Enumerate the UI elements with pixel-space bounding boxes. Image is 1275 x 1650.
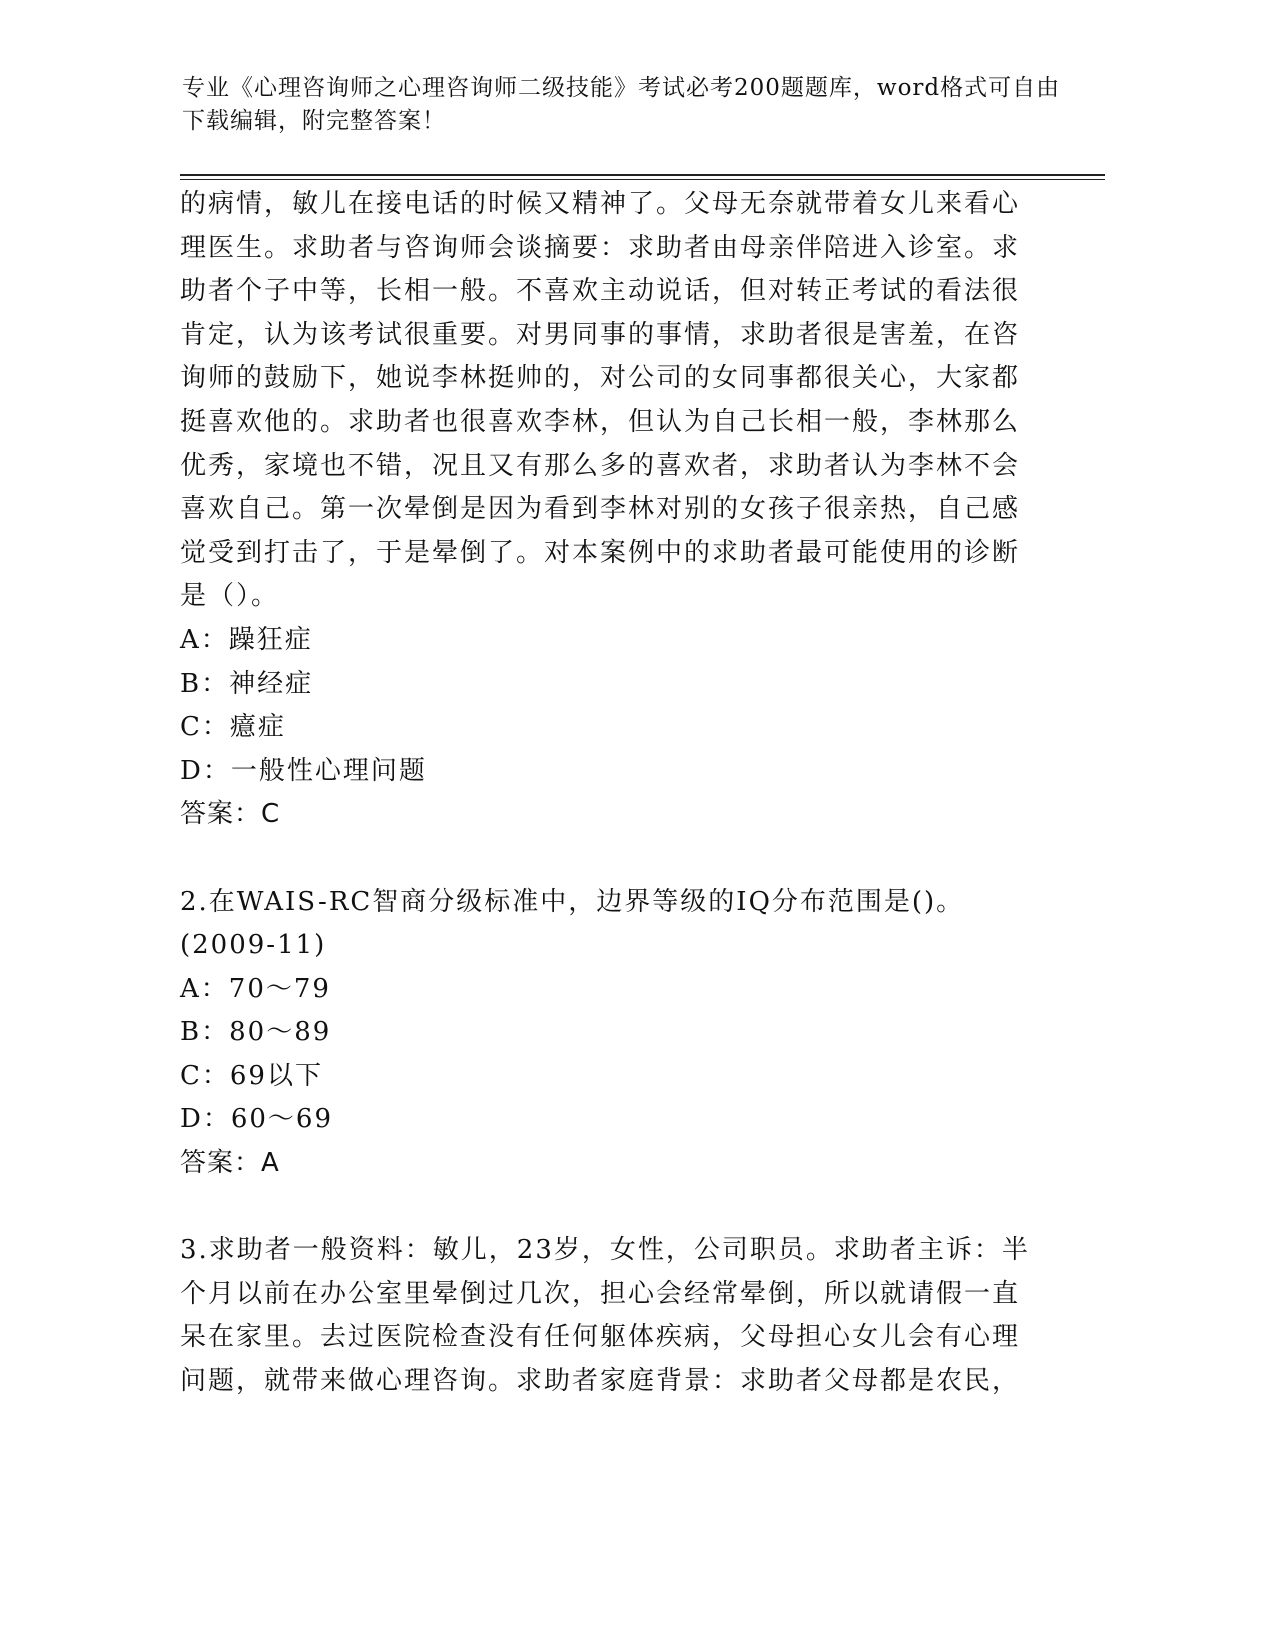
question-2-answer: 答案：A — [180, 1148, 280, 1179]
document-body — [180, 183, 1040, 1404]
question-3 — [180, 1229, 1040, 1403]
question-2-option-d: D：60～69 — [180, 1104, 334, 1135]
question-1-option-d: D：一般性心理问题 — [180, 755, 427, 786]
spacer — [180, 1186, 1040, 1230]
question-2-stem: 2.在WAIS-RC智商分级标准中，边界等级的IQ分布范围是()。(2009-11) — [180, 886, 965, 961]
question-1 — [180, 183, 1040, 837]
question-2-option-b: B：80～89 — [180, 1017, 332, 1048]
page-header: 专业《心理咨询师之心理咨询师二级技能》考试必考200题题库，word格式可自由下载编辑，附完整答案！ — [182, 75, 1061, 134]
question-3-stem: 3.求助者一般资料：敏儿，23岁，女性，公司职员。求助者主诉：半个月以前在办公室里晕倒过几次，担心会经常晕倒，所以就请假一直呆在家里。去过医院检查没有任何躯体疾病，父母担心女儿会有心理问题，就带来做心理咨询。求助者家庭背景：求助者父母都是农民， — [180, 1235, 1030, 1397]
question-1-answer: 答案：C — [180, 799, 281, 830]
question-1-option-a: A：躁狂症 — [180, 624, 313, 655]
question-2-option-c: C：69以下 — [180, 1060, 323, 1091]
spacer — [180, 837, 1040, 881]
question-1-option-c: C：癔症 — [180, 712, 286, 743]
header-divider — [180, 174, 1105, 180]
question-2 — [180, 881, 1040, 1186]
question-1-option-b: B：神经症 — [180, 668, 314, 699]
question-1-stem: 的病情，敏儿在接电话的时候又精神了。父母无奈就带着女儿来看心理医生。求助者与咨询师会谈摘要：求助者由母亲伴陪进入诊室。求助者个子中等，长相一般。不喜欢主动说话，但对转正考试的看法很肯定，认为该考试很重要。对男同事的事情，求助者很是害羞，在咨询师的鼓励下，她说李林挺帅的，对公司的女同事都很关心，大家都挺喜欢他的。求助者也很喜欢李林，但认为自己长相一般，李林那么优秀，家境也不错，况且又有那么多的喜欢者，求助者认为李林不会喜欢自己。第一次晕倒是因为看到李林对别的女孩子很亲热，自己感觉受到打击了，于是晕倒了。对本案例中的求助者最可能使用的诊断是（）。 — [180, 189, 1021, 612]
question-2-option-a: A：70～79 — [180, 973, 331, 1004]
